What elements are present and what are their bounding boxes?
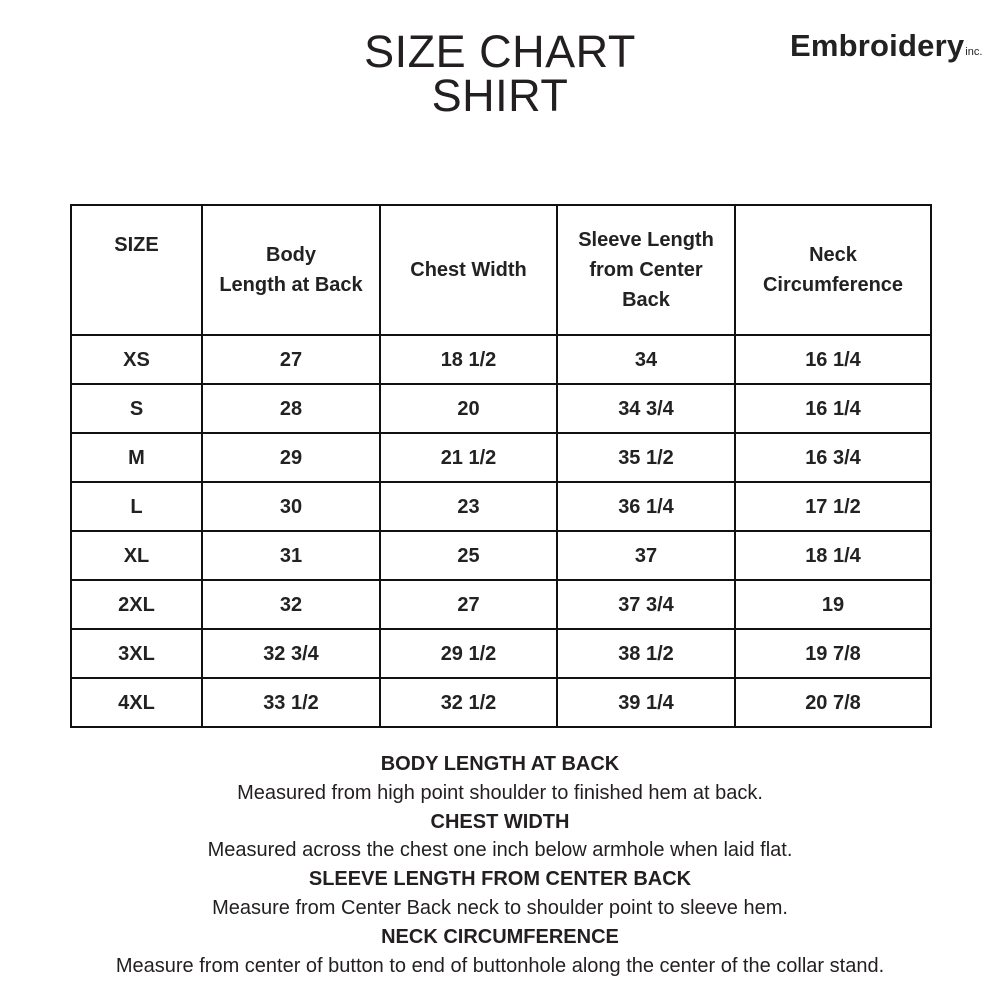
cell-chest-width: 18 1/2: [380, 335, 557, 384]
cell-sleeve-length: 38 1/2: [557, 629, 735, 678]
cell-sleeve-length: 34: [557, 335, 735, 384]
column-header-sleeve-length: Sleeve Length from Center Back: [557, 205, 735, 335]
cell-chest-width: 21 1/2: [380, 433, 557, 482]
cell-chest-width: 23: [380, 482, 557, 531]
column-header-body-length: Body Length at Back: [202, 205, 380, 335]
cell-body-length: 30: [202, 482, 380, 531]
cell-chest-width: 20: [380, 384, 557, 433]
cell-sleeve-length: 39 1/4: [557, 678, 735, 727]
cell-body-length: 32: [202, 580, 380, 629]
table-row: [71, 678, 931, 727]
note-heading-sleeve-length: SLEEVE LENGTH FROM CENTER BACK: [308, 868, 692, 891]
logo-wordmark: Embroidery: [790, 28, 965, 63]
column-header-chest-width: Chest Width: [380, 205, 557, 335]
note-heading-body-length: BODY LENGTH AT BACK: [380, 753, 620, 775]
table-row: [71, 482, 931, 531]
table-row: [71, 335, 931, 384]
cell-size: 3XL: [71, 629, 202, 678]
cell-sleeve-length: 34 3/4: [557, 384, 735, 433]
table-row: [71, 629, 931, 678]
cell-body-length: 27: [202, 335, 380, 384]
cell-body-length: 29: [202, 433, 380, 482]
cell-sleeve-length: 36 1/4: [557, 482, 735, 531]
cell-neck-circumference: 16 1/4: [735, 384, 931, 433]
cell-neck-circumference: 20 7/8: [735, 678, 931, 727]
note-text-body-length: Measured from high point shoulder to finished hem at back.: [237, 781, 763, 804]
cell-size: 2XL: [71, 580, 202, 629]
cell-body-length: 33 1/2: [202, 678, 380, 727]
cell-size: M: [71, 433, 202, 482]
cell-chest-width: 27: [380, 580, 557, 629]
cell-size: XS: [71, 335, 202, 384]
cell-neck-circumference: 19: [735, 580, 931, 629]
note-heading-chest-width: CHEST WIDTH: [430, 810, 570, 833]
table-row: [71, 531, 931, 580]
page-title: SIZE CHART: [364, 26, 636, 77]
column-header-size: SIZE: [71, 205, 202, 335]
table-row: [71, 580, 931, 629]
note-text-neck-circumference: Measure from center of button to end of buttonhole along the center of the collar stand.: [115, 954, 885, 977]
cell-neck-circumference: 19 7/8: [735, 629, 931, 678]
table-row: [71, 384, 931, 433]
cell-chest-width: 32 1/2: [380, 678, 557, 727]
size-chart-table: [70, 204, 932, 728]
column-header-neck-circumference: Neck Circumference: [735, 205, 931, 335]
cell-sleeve-length: 37 3/4: [557, 580, 735, 629]
note-heading-neck-circumference: NECK CIRCUMFERENCE: [381, 925, 619, 948]
cell-neck-circumference: 17 1/2: [735, 482, 931, 531]
cell-chest-width: 29 1/2: [380, 629, 557, 678]
cell-sleeve-length: 37: [557, 531, 735, 580]
cell-body-length: 28: [202, 384, 380, 433]
cell-chest-width: 25: [380, 531, 557, 580]
cell-neck-circumference: 16 1/4: [735, 335, 931, 384]
measurement-notes: [0, 750, 1000, 980]
cell-size: L: [71, 482, 202, 531]
page-subtitle: SHIRT: [431, 70, 569, 121]
cell-body-length: 31: [202, 531, 380, 580]
cell-body-length: 32 3/4: [202, 629, 380, 678]
cell-neck-circumference: 18 1/4: [735, 531, 931, 580]
note-text-sleeve-length: Measure from Center Back neck to shoulder point to sleeve hem.: [212, 896, 788, 919]
logo-suffix: inc.: [965, 46, 983, 58]
table-header-row: [71, 205, 931, 335]
cell-size: XL: [71, 531, 202, 580]
note-text-chest-width: Measured across the chest one inch below armhole when laid flat.: [207, 839, 793, 862]
cell-size: 4XL: [71, 678, 202, 727]
table-row: [71, 433, 931, 482]
cell-neck-circumference: 16 3/4: [735, 433, 931, 482]
cell-size: S: [71, 384, 202, 433]
cell-sleeve-length: 35 1/2: [557, 433, 735, 482]
